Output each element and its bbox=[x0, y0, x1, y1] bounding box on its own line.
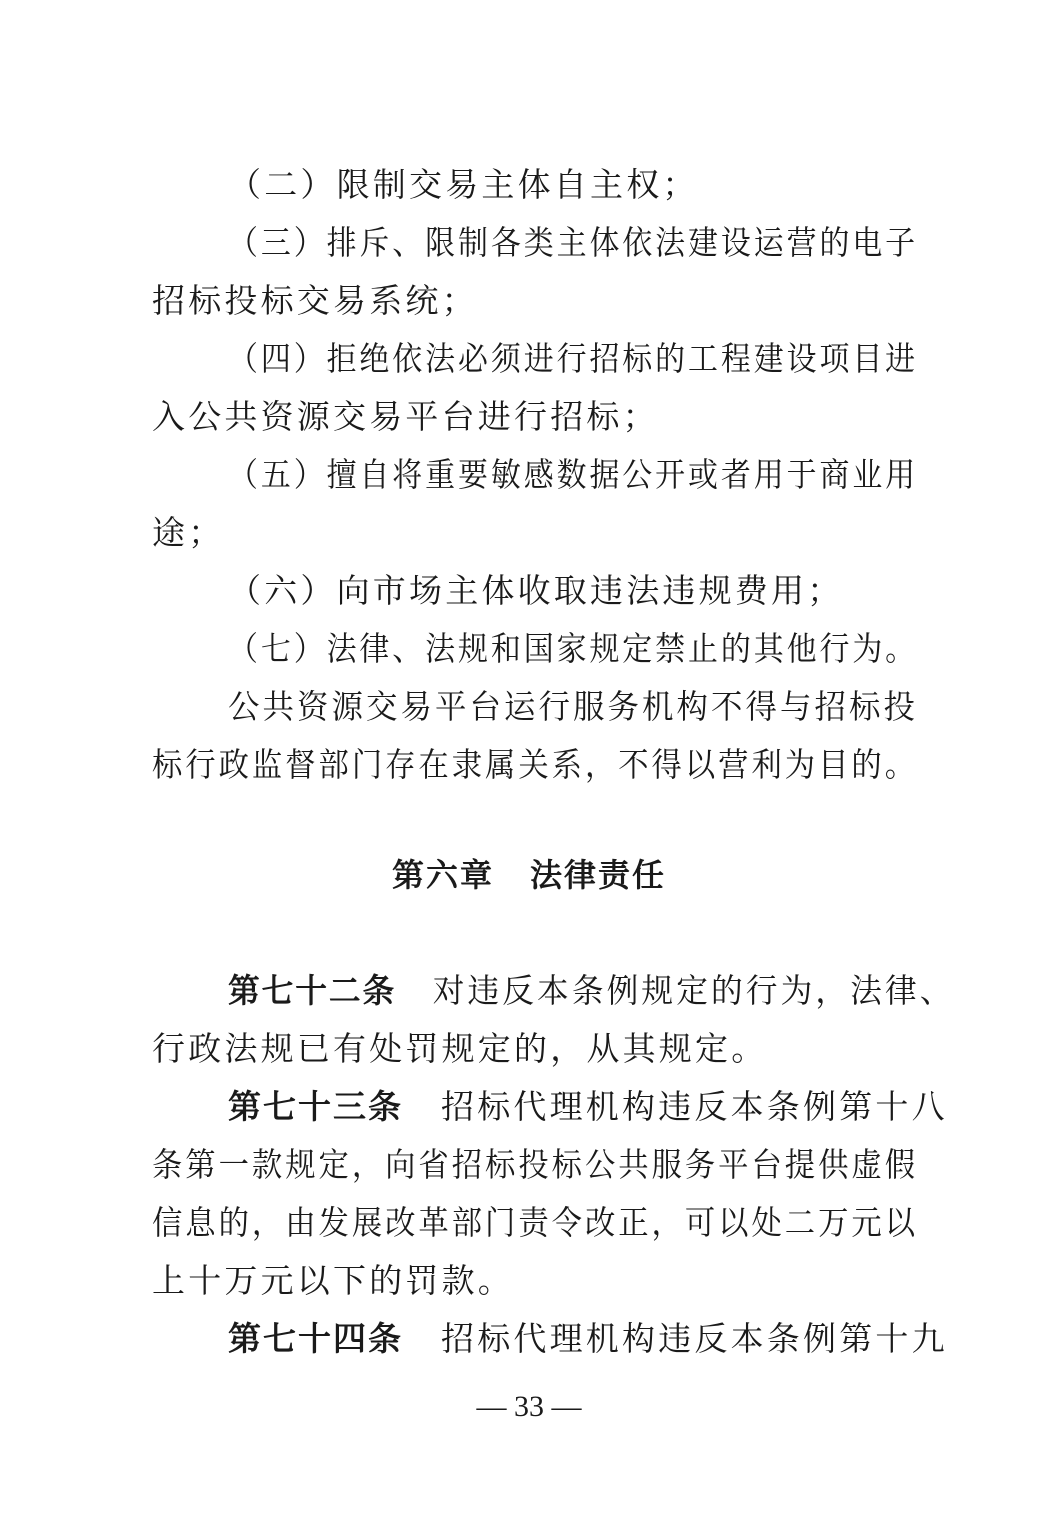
article-72: 第七十二条 对违反本条例规定的行为，法律、 bbox=[9, 962, 1058, 1020]
article-number: 第七十三条 bbox=[228, 1087, 403, 1126]
article-line: 上十万元以下的罚款。 bbox=[152, 1261, 514, 1300]
list-item-continuation: 入公共资源交易平台进行招标； bbox=[152, 397, 659, 436]
article-number: 第七十二条 bbox=[228, 971, 397, 1010]
paragraph-line: 公共资源交易平台运行服务机构不得与招标投 bbox=[228, 687, 918, 726]
page-number: — 33 — bbox=[476, 1390, 582, 1423]
article-line: 行政法规已有处罚规定的，从其规定。 bbox=[152, 1029, 768, 1068]
list-item: （二）限制交易主体自主权； bbox=[228, 165, 699, 204]
paragraph-line: 标行政监督部门存在隶属关系，不得以营利为目的。 bbox=[152, 745, 919, 784]
list-item: （六）向市场主体收取违法违规费用； bbox=[228, 571, 844, 610]
article-number: 第七十四条 bbox=[228, 1319, 403, 1358]
list-item: （四）拒绝依法必须进行招标的工程建设项目进 bbox=[228, 339, 919, 378]
list-item: （三）排斥、限制各类主体依法建设运营的电子 bbox=[228, 223, 919, 262]
list-item: （七）法律、法规和国家规定禁止的其他行为。 bbox=[228, 629, 919, 668]
list-item: （五）擅自将重要敏感数据公开或者用于商业用 bbox=[228, 455, 919, 494]
chapter-title: 法律责任 bbox=[530, 856, 667, 894]
article-line: 信息的，由发展改革部门责令改正，可以处二万元以 bbox=[152, 1203, 919, 1242]
article-74: 第七十四条 招标代理机构违反本条例第十九 bbox=[0, 1310, 1058, 1368]
article-line: 条第一款规定，向省招标投标公共服务平台提供虚假 bbox=[152, 1145, 919, 1184]
chapter-heading bbox=[0, 846, 1058, 904]
chapter-number: 第六章 bbox=[391, 856, 494, 894]
list-item-continuation: 途； bbox=[152, 513, 225, 552]
article-73: 第七十三条 招标代理机构违反本条例第十八 bbox=[0, 1078, 1058, 1136]
list-item-continuation: 招标投标交易系统； bbox=[152, 281, 478, 320]
